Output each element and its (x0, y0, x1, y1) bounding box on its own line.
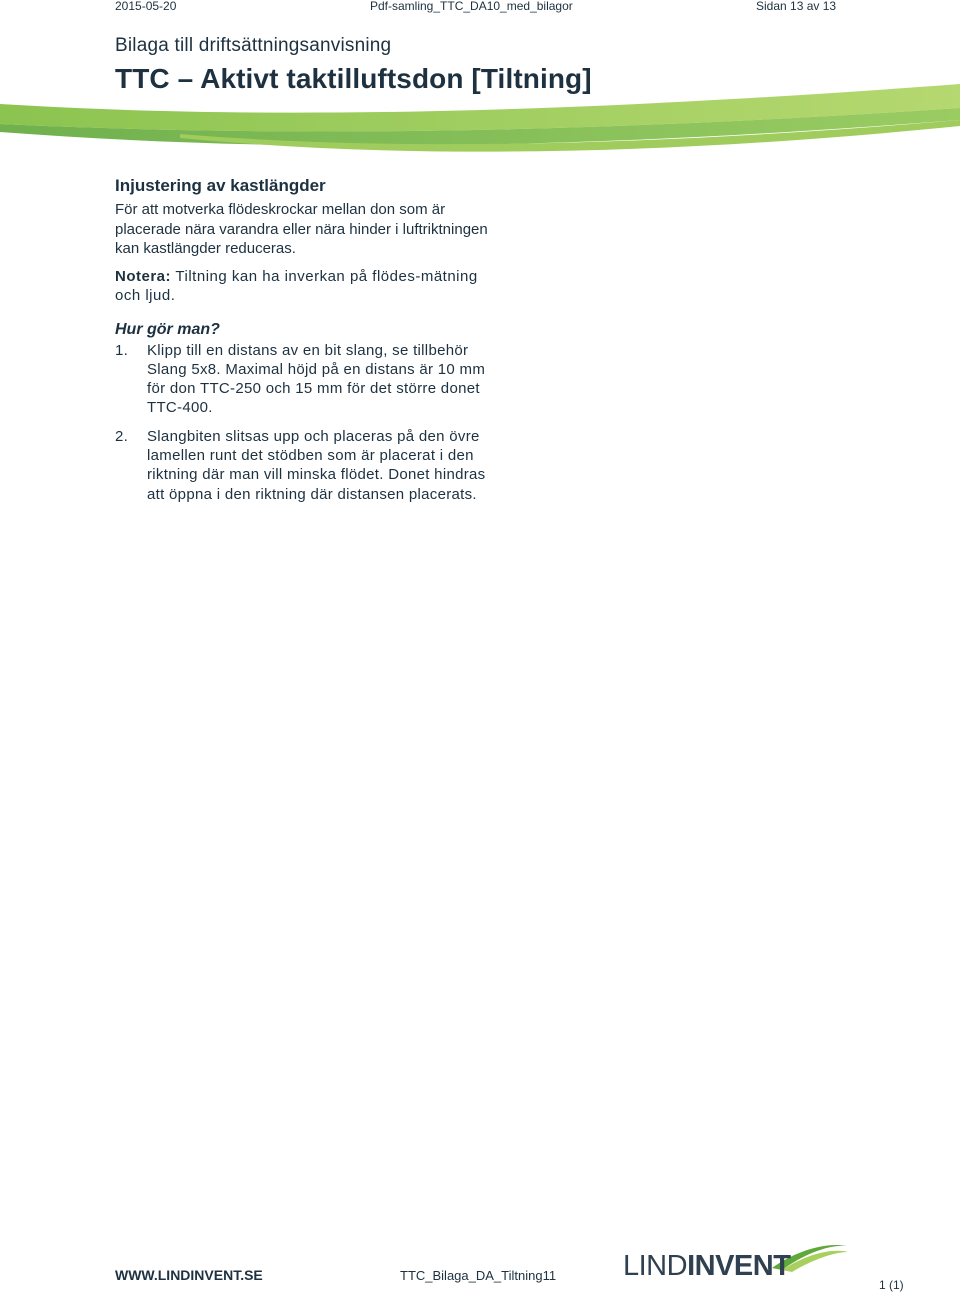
document-title: TTC – Aktivt taktilluftsdon [Tiltning] (115, 63, 592, 94)
print-page-number: Sidan 13 av 13 (756, 0, 837, 13)
green-swoosh-banner (0, 80, 960, 160)
list-item (115, 427, 495, 504)
main-content (115, 176, 495, 513)
website-link[interactable]: WWW.LINDINVENT.SE (115, 1267, 263, 1283)
print-date: 2015-05-20 (115, 0, 177, 13)
logo-text-light: LIND (623, 1250, 688, 1282)
list-item (115, 341, 495, 418)
note-paragraph (115, 267, 495, 306)
step-text: Slangbiten slitsas upp och placeras på den övre lamellen runt det stödben som är placerat i den riktning där man vill minska flödet. Donet hindras att öppna i den riktning där distansen placerats. (147, 427, 486, 503)
intro-paragraph: För att motverka flödeskrockar mellan don som är placerade nära varandra eller nära hinder i luftriktningen kan kastlängder reduceras. (115, 201, 488, 257)
note-label: Notera: (115, 267, 172, 285)
steps-list (115, 341, 495, 504)
document-id: TTC_Bilaga_DA_Tiltning11 (400, 1268, 557, 1283)
footer-page-count: 1 (1) (879, 1278, 904, 1292)
step-text: Klipp till en distans av en bit slang, se tillbehör Slang 5x8. Maximal höjd på en distans är 10 mm för don TTC-250 och 15 mm för det större donet TTC-400. (147, 341, 486, 417)
print-header (0, 0, 960, 14)
step-number: 1. (115, 341, 129, 359)
note-text: Tiltning kan ha inverkan på flödes-mätning och ljud. (115, 267, 478, 304)
lindinvent-logo (623, 1250, 790, 1283)
document-subtitle: Bilaga till driftsättningsanvisning (115, 35, 392, 56)
print-filename: Pdf-samling_TTC_DA10_med_bilagor (370, 0, 573, 13)
step-number: 2. (115, 427, 129, 445)
logo-text-bold: INVENT (687, 1250, 791, 1282)
section-heading: Injustering av kastlängder (115, 176, 326, 195)
howto-heading: Hur gör man? (115, 320, 220, 338)
